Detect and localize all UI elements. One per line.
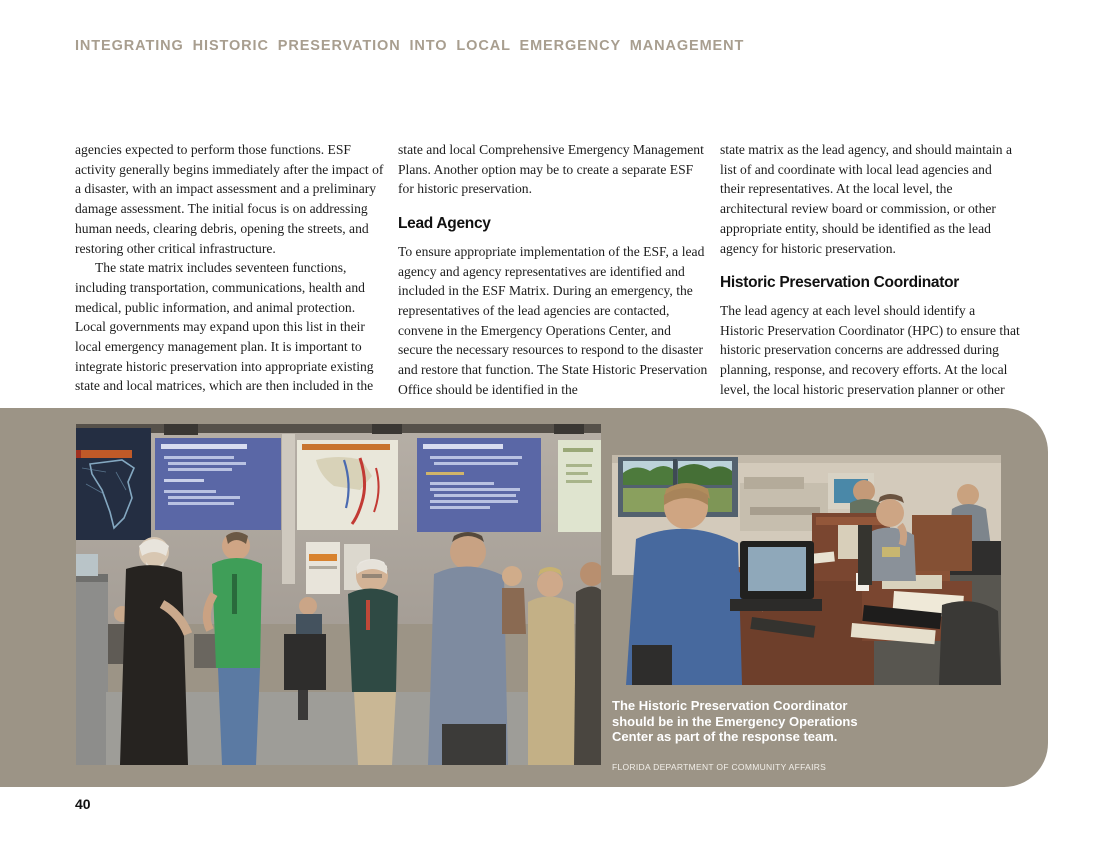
florida-map-screen [76, 428, 151, 540]
paragraph: To ensure appropriate implementation of the ESF, a lead agency and agency representatives are identified and included in the ESF Matrix. During an emergency, the representatives of the lead agencies are contacted, convene in the Emergency Operations Center, and secure the necessary resources to respond to the disaster and restore that function. The State Historic Preservation Office should be identified in the [398, 243, 708, 397]
eoc-briefing-photo [76, 424, 601, 765]
photo-panel [0, 408, 1048, 787]
photo-caption: The Historic Preservation Coordinator should be in the Emergency Operations Center as part of the response team. [612, 698, 858, 744]
page-number: 40 [75, 796, 91, 812]
heading-historic-preservation-coordinator: Historic Preservation Coordinator [720, 274, 960, 292]
blue-slide-screen [155, 438, 281, 530]
side-screen [558, 440, 601, 532]
paragraph: The lead agency at each level should identify a Historic Preservation Coordinator (HPC) to ensure that historic preservation concerns are addressed during planning, response, and recovery efforts. At the local level, the local historic preservation planner or other [720, 302, 1020, 397]
text-column-1 [75, 140, 385, 396]
paragraph: state and local Comprehensive Emergency Management Plans. Another option may be to create a separate ESF for historic preservation. [398, 142, 704, 197]
person-dark-suit [120, 537, 188, 765]
laptop [730, 541, 822, 611]
coordinator-desk-photo [612, 455, 1001, 685]
paragraph: The state matrix includes seventeen functions, including transportation, communications, health and medical, public information, and animal protection. Local governments may expand upon this list in their local emergency management plan. It is important to integrate historic preservation into appropriate existing state and local matrices, which are then included in the [75, 260, 374, 394]
text-column-2 [398, 140, 708, 399]
blue-slide-screen-2 [417, 438, 541, 532]
heading-lead-agency: Lead Agency [398, 215, 491, 233]
text-column-3 [720, 140, 1020, 399]
paragraph: state matrix as the lead agency, and should maintain a list of and coordinate with local lead agencies and their representatives. At the local level, the architectural review board or commission, or other appropriate entity, should be identified as the lead agency for historic preservation. [720, 142, 1013, 256]
paragraph: agencies expected to perform those functions. ESF activity generally begins immediately after the impact of a disaster, with an impact assessment and a preliminary damage assessment. The initial focus is on addressing human needs, clearing debris, opening the streets, and restoring other critical infrastructure. [75, 142, 384, 256]
page-title: INTEGRATING HISTORIC PRESERVATION INTO LOCAL EMERGENCY MANAGEMENT [75, 38, 745, 54]
person-dark-right [574, 562, 601, 765]
photo-credit: FLORIDA DEPARTMENT OF COMMUNITY AFFAIRS [612, 762, 827, 772]
hurricane-track-screen [297, 440, 398, 530]
